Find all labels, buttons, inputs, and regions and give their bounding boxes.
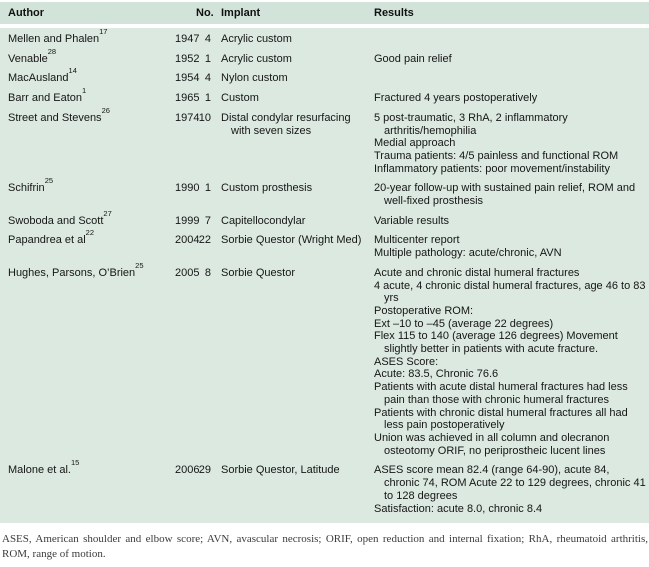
table-body: [0, 26, 649, 523]
implant-text: Distal condylar resurfacing with seven sizes: [221, 111, 351, 137]
column-header-no: No.: [196, 2, 214, 26]
result-line: ASES score mean 82.4 (range 64-90), acute 84, chronic 74, ROM Acute 22 to 129 degrees, chronic 41 to 128 degrees: [374, 464, 646, 502]
result-line: 4 acute, 4 chronic distal humeral fractures, age 46 to 83 yrs: [374, 279, 646, 305]
year-cell: 1947: [175, 33, 200, 45]
result-line: ASES Score:: [374, 355, 439, 368]
result-line: Fractured 4 years postoperatively: [374, 92, 538, 105]
year-cell: 1974: [175, 111, 200, 124]
year-cell: 1952: [175, 52, 200, 65]
author-name: Swoboda and Scott: [8, 214, 104, 227]
year-cell: 1990: [175, 182, 200, 195]
count-cell: 29: [198, 464, 211, 477]
author-name: Hughes, Parsons, O’Brien: [8, 266, 136, 279]
implant-text: Capitellocondylar: [221, 214, 306, 227]
author-cell: [0, 208, 170, 231]
implant-text: Custom prosthesis: [221, 182, 313, 195]
results-cell: [370, 461, 649, 523]
results-cell: [370, 263, 649, 461]
table-row: [0, 89, 649, 109]
table-row: [0, 49, 649, 69]
result-line: Variable results: [374, 214, 449, 227]
reference-number: 22: [85, 228, 95, 238]
author-name: Street and Stevens: [8, 111, 102, 124]
implant-text: Acrylic custom: [221, 33, 292, 45]
author-name: Papandrea et al: [8, 234, 86, 247]
year-cell: 2004: [175, 234, 200, 247]
author-cell: [0, 458, 170, 523]
result-line: Inflammatory patients: poor movement/instability: [374, 162, 610, 175]
implant-text: Nylon custom: [221, 72, 288, 85]
count-cell: 1: [204, 182, 211, 195]
count-cell: 4: [204, 33, 211, 45]
result-line: Acute and chronic distal humeral fractures: [374, 266, 580, 279]
reference-number: 28: [47, 46, 57, 56]
result-line: Patients with chronic distal humeral fractures all had less pain postoperatively: [374, 406, 628, 432]
results-cell: [370, 108, 649, 179]
result-line: Multiple pathology: acute/chronic, AVN: [374, 247, 562, 260]
reference-number: 25: [44, 176, 54, 186]
table-row: [0, 179, 649, 211]
result-line: 5 post-traumatic, 3 RhA, 2 inflammatory arthritis/hemophilia: [374, 111, 568, 137]
implant-text: Sorbie Questor (Wright Med): [221, 234, 362, 247]
table-figure: [0, 2, 649, 561]
implant-cell: [214, 179, 370, 211]
table-row: [0, 26, 649, 49]
reference-number: 1: [82, 85, 87, 95]
column-header-implant: Implant: [214, 2, 370, 26]
column-header-year: [170, 2, 196, 26]
count-cell: 1: [204, 52, 211, 65]
count-cell: 8: [204, 266, 211, 279]
author-cell: [0, 26, 170, 49]
author-name: MacAusland: [8, 72, 69, 85]
result-line: Satisfaction: acute 8.0, chronic 8.4: [374, 502, 543, 515]
author-cell: [0, 228, 170, 263]
table-row: [0, 108, 649, 179]
count-cell: 10: [198, 111, 211, 124]
author-cell: [0, 46, 170, 69]
result-line: Postoperative ROM:: [374, 304, 474, 317]
implant-text: Acrylic custom: [221, 52, 292, 65]
results-cell: [370, 231, 649, 263]
author-cell: [0, 176, 170, 211]
implant-text: Sorbie Questor: [221, 266, 295, 279]
year-cell: 2005: [175, 266, 200, 279]
table-row: [0, 461, 649, 523]
count-cell: 22: [198, 234, 211, 247]
author-name: Mellen and Phalen: [8, 33, 100, 45]
author-name: Malone et al.: [8, 464, 71, 477]
reference-number: 25: [135, 260, 144, 270]
author-cell: [0, 85, 170, 109]
implant-cell: [214, 231, 370, 263]
results-cell: [370, 211, 649, 231]
author-name: Barr and Eaton: [8, 92, 82, 105]
result-line: Patients with acute distal humeral fractures had less pain than those with chronic humeral fractures: [374, 381, 628, 406]
year-cell: 2006: [175, 464, 200, 477]
author-cell: [0, 105, 170, 179]
year-cell: 1965: [175, 92, 200, 105]
results-cell: [370, 69, 649, 89]
header-row: [0, 2, 649, 26]
result-line: Ext –10 to –45 (average 22 degrees): [374, 317, 554, 330]
implant-cell: [214, 49, 370, 69]
year-cell: 1954: [175, 72, 200, 85]
author-name: Venable: [8, 52, 48, 65]
author-cell: [0, 260, 170, 461]
implant-cell: [214, 263, 370, 461]
implant-cell: [214, 69, 370, 89]
result-line: Trauma patients: 4/5 painless and functional ROM: [374, 149, 619, 162]
table-row: [0, 231, 649, 263]
result-line: Flex 115 to 140 (average 126 degrees) Movement slightly better in patients with acute fracture.: [374, 330, 618, 356]
result-line: Acute: 83.5, Chronic 76.6: [374, 368, 499, 381]
reference-number: 26: [101, 105, 110, 115]
implant-cell: [214, 211, 370, 231]
results-cell: [370, 179, 649, 211]
result-line: 20-year follow-up with sustained pain relief, ROM and well-fixed prosthesis: [374, 182, 636, 208]
reference-number: 17: [99, 26, 108, 36]
result-line: Medial approach: [374, 137, 456, 150]
result-line: Union was achieved in all column and olecranon osteotomy ORIF, no periprostheic lucent lines: [374, 431, 610, 457]
implant-cell: [214, 108, 370, 179]
column-header-results: Results: [370, 2, 649, 26]
column-header-author: Author: [0, 2, 170, 26]
abbreviations-footnote: ASES, American shoulder and elbow score; AVN, avascular necrosis; ORIF, open reduction and internal fixation; RhA, rheumatoid arthritis, ROM, range of motion.: [2, 533, 648, 560]
reference-number: 14: [68, 66, 77, 76]
table-row: [0, 69, 649, 89]
results-cell: [370, 89, 649, 109]
reference-number: 15: [70, 458, 80, 468]
year-cell: 1999: [175, 214, 200, 227]
table-header: [0, 2, 649, 26]
author-name: Schifrin: [8, 182, 45, 195]
elbow-implant-series-table: [0, 2, 649, 523]
implant-cell: [214, 461, 370, 523]
results-cell: [370, 49, 649, 69]
table-row: [0, 263, 649, 461]
implant-cell: [214, 89, 370, 109]
count-cell: 7: [204, 214, 211, 227]
result-line: Good pain relief: [374, 52, 452, 65]
table-row: [0, 211, 649, 231]
results-cell: [370, 26, 649, 49]
reference-number: 27: [103, 208, 112, 218]
implant-text: Sorbie Questor, Latitude: [221, 464, 340, 477]
count-cell: 4: [204, 72, 211, 85]
count-cell: 1: [204, 92, 211, 105]
implant-text: Custom: [221, 92, 259, 105]
result-line: Multicenter report: [374, 234, 460, 247]
implant-cell: [214, 26, 370, 49]
